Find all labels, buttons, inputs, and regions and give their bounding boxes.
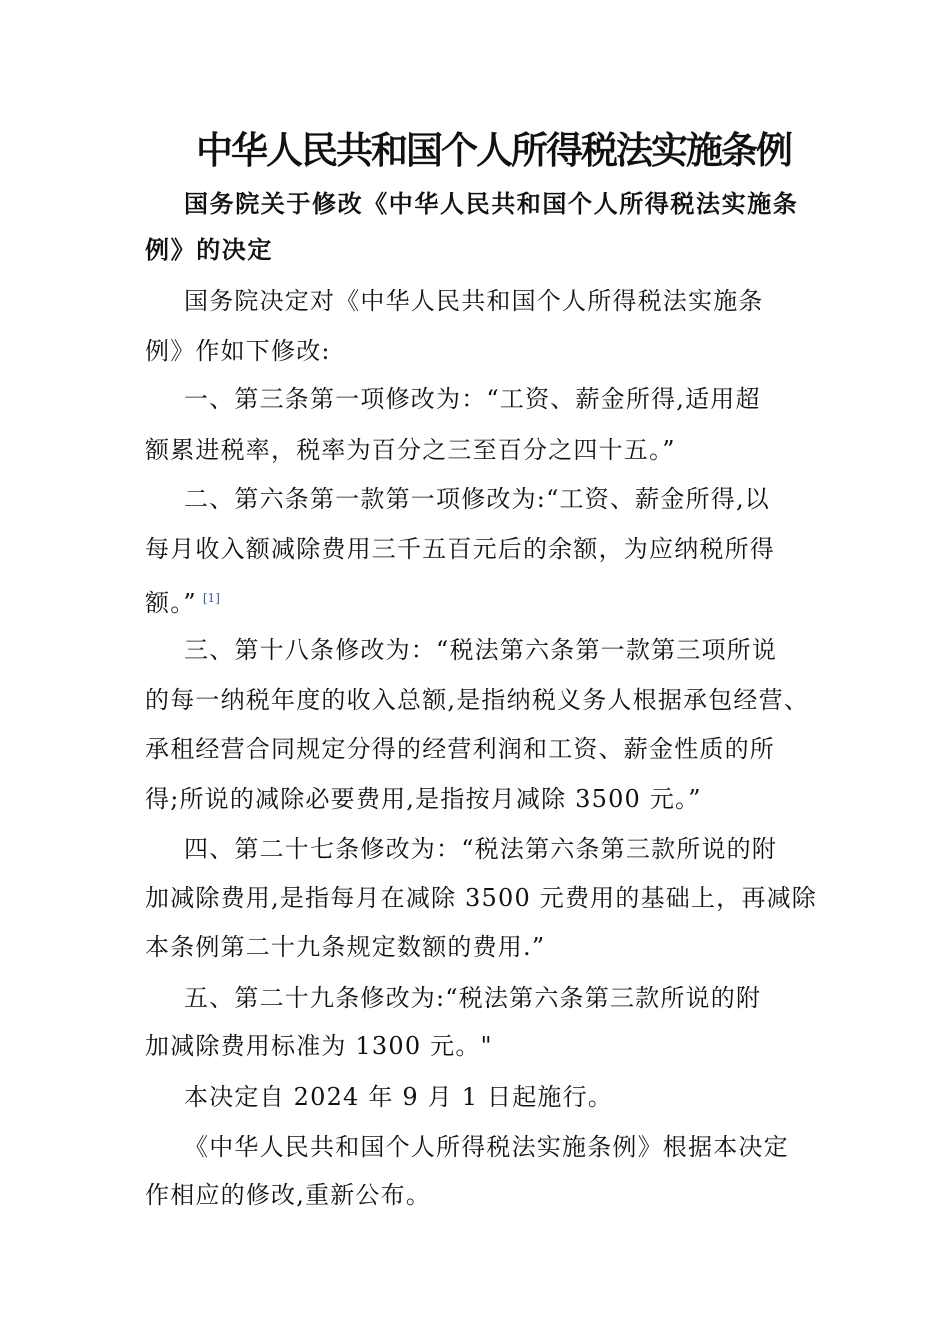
body-line-7-text: 额。”	[145, 589, 197, 617]
body-line-8: 三、第十八条修改为：“税法第六条第一款第三项所说	[184, 636, 778, 664]
footnote-link[interactable]: [1]	[202, 591, 220, 605]
body-line-16: 加减除费用标准为 1300 元。"	[145, 1032, 493, 1060]
body-line-7	[145, 580, 220, 621]
body-line-2: 例》作如下修改:	[145, 337, 331, 365]
body-line-13: 加减除费用,是指每月在减除 3500 元费用的基础上，再减除	[145, 884, 817, 912]
body-line-5: 二、第六条第一款第一项修改为:“工资、薪金所得,以	[184, 485, 770, 513]
body-line-14: 本条例第二十九条规定数额的费用.”	[145, 933, 546, 961]
document-title: 中华人民共和国个人所得税法实施条例	[196, 129, 791, 172]
body-line-1: 国务院决定对《中华人民共和国个人所得税法实施条	[184, 287, 764, 315]
body-line-4: 额累进税率，税率为百分之三至百分之四十五。”	[145, 436, 676, 464]
body-line-19: 作相应的修改,重新公布。	[145, 1181, 432, 1209]
body-line-3: 一、第三条第一项修改为：“工资、薪金所得,适用超	[184, 385, 761, 413]
body-line-15: 五、第二十九条修改为:“税法第六条第三款所说的附	[184, 984, 762, 1012]
body-line-18: 《中华人民共和国个人所得税法实施条例》根据本决定	[184, 1133, 789, 1161]
body-line-6: 每月收入额减除费用三千五百元后的余额，为应纳税所得	[145, 535, 775, 563]
body-line-12: 四、第二十七条修改为：“税法第六条第三款所说的附	[184, 835, 778, 863]
body-line-11: 得;所说的减除必要费用,是指按月减除 3500 元。”	[145, 785, 702, 813]
body-line-10: 承租经营合同规定分得的经营利润和工资、薪金性质的所	[145, 735, 775, 763]
subtitle-line-1: 国务院关于修改《中华人民共和国个人所得税法实施条	[184, 190, 799, 218]
body-line-17: 本决定自 2024 年 9 月 1 日起施行。	[184, 1083, 613, 1111]
body-line-9: 的每一纳税年度的收入总额,是指纳税义务人根据承包经营、	[145, 686, 810, 714]
subtitle-line-2: 例》的决定	[145, 236, 273, 264]
